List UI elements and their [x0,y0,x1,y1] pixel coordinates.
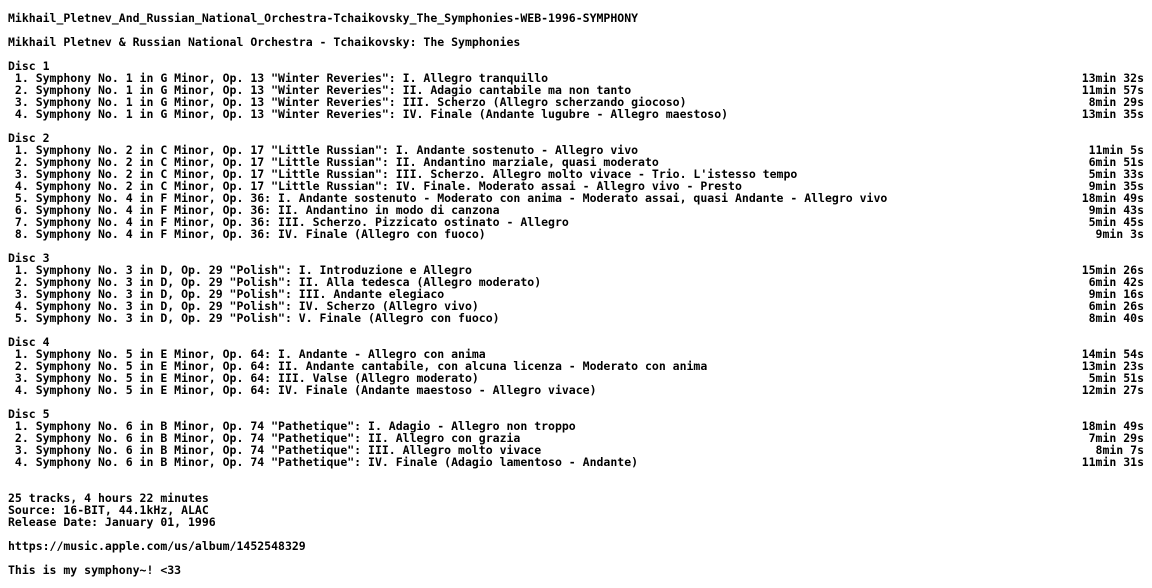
disc-label: Disc 3 [8,251,50,265]
track-duration: 11min 5s [1088,143,1144,157]
track-title: 3. Symphony No. 2 in C Minor, Op. 17 "Little Russian": III. Scherzo. Allegro molto vivace - Trio. L'istesso tempo [8,167,798,181]
disc-label: Disc 1 [8,59,50,73]
track-duration: 13min 23s [1081,359,1144,373]
track-duration: 15min 26s [1081,263,1144,277]
album-url: https://music.apple.com/us/album/1452548329 [8,539,306,553]
spacer [8,324,1144,336]
track-title: 4. Symphony No. 1 in G Minor, Op. 13 "Winter Reveries": IV. Finale (Andante lugubre - Allegro maestoso) [8,107,729,121]
track-title: 6. Symphony No. 4 in F Minor, Op. 36: II. Andantino in modo di canzona [8,203,500,217]
track-title: 4. Symphony No. 6 in B Minor, Op. 74 "Pathetique": IV. Finale (Adagio lamentoso - Andante) [8,455,639,469]
track-duration: 9min 35s [1088,179,1144,193]
track-row [8,228,1144,240]
track-title: 8. Symphony No. 4 in F Minor, Op. 36: IV. Finale (Allegro con fuoco) [8,227,486,241]
release-name: Mikhail_Pletnev_And_Russian_National_Orchestra-Tchaikovsky_The_Symphonies-WEB-1996-SYMPHONY [8,11,639,25]
track-title: 1. Symphony No. 1 in G Minor, Op. 13 "Winter Reveries": I. Allegro tranquillo [8,71,549,85]
disc-label: Disc 5 [8,407,50,421]
track-title: 5. Symphony No. 3 in D, Op. 29 "Polish": V. Finale (Allegro con fuoco) [8,311,500,325]
track-title: 1. Symphony No. 6 in B Minor, Op. 74 "Pathetique": I. Adagio - Allegro non troppo [8,419,576,433]
track-title: 4. Symphony No. 2 in C Minor, Op. 17 "Little Russian": IV. Finale. Moderato assai - Allegro vivo - Presto [8,179,742,193]
track-title: 3. Symphony No. 3 in D, Op. 29 "Polish": III. Andante elegiaco [8,287,445,301]
release-date-line: Release Date: January 01, 1996 [8,515,216,529]
disc-label: Disc 2 [8,131,50,145]
disc-list [8,60,1144,480]
track-title: 2. Symphony No. 2 in C Minor, Op. 17 "Little Russian": II. Andantino marziale, quasi moderato [8,155,659,169]
track-row [8,312,1144,324]
track-duration: 6min 51s [1088,155,1144,169]
track-title: 2. Symphony No. 3 in D, Op. 29 "Polish": II. Alla tedesca (Allegro moderato) [8,275,542,289]
track-title: 3. Symphony No. 6 in B Minor, Op. 74 "Pathetique": III. Allegro molto vivace [8,443,542,457]
track-duration: 13min 35s [1081,107,1144,121]
track-title: 1. Symphony No. 3 in D, Op. 29 "Polish": I. Introduzione e Allegro [8,263,472,277]
track-duration: 13min 32s [1081,71,1144,85]
track-duration: 7min 29s [1088,431,1144,445]
track-row [8,108,1144,120]
track-title: 2. Symphony No. 6 in B Minor, Op. 74 "Pathetique": II. Allegro con grazia [8,431,521,445]
track-duration: 8min 7s [1095,443,1144,457]
spacer [8,240,1144,252]
spacer [8,48,1144,60]
track-duration: 8min 40s [1088,311,1144,325]
track-title: 4. Symphony No. 3 in D, Op. 29 "Polish": IV. Scherzo (Allegro vivo) [8,299,479,313]
track-duration: 9min 3s [1095,227,1144,241]
track-duration: 5min 51s [1088,371,1144,385]
source-line: Source: 16-BIT, 44.1kHz, ALAC [8,503,209,517]
spacer [8,468,1144,480]
track-title: 5. Symphony No. 4 in F Minor, Op. 36: I. Andante sostenuto - Moderato con anima - Moderato assai, quasi Andante - Allegro vivo [8,191,888,205]
tagline: This is my symphony~! <33 [8,563,182,577]
track-duration: 6min 26s [1088,299,1144,313]
track-row [8,384,1144,396]
track-duration: 11min 57s [1081,83,1144,97]
spacer [8,396,1144,408]
disc-label: Disc 4 [8,335,50,349]
album-title: Mikhail Pletnev & Russian National Orchestra - Tchaikovsky: The Symphonies [8,35,521,49]
track-row [8,456,1144,468]
track-duration: 11min 31s [1081,455,1144,469]
track-duration: 18min 49s [1081,191,1144,205]
track-duration: 5min 33s [1088,167,1144,181]
track-title: 2. Symphony No. 1 in G Minor, Op. 13 "Winter Reveries": II. Adagio cantabile ma non tanto [8,83,632,97]
spacer [8,120,1144,132]
track-duration: 9min 43s [1088,203,1144,217]
summary-line: 25 tracks, 4 hours 22 minutes [8,491,209,505]
track-title: 1. Symphony No. 5 in E Minor, Op. 64: I. Andante - Allegro con anima [8,347,486,361]
track-duration: 6min 42s [1088,275,1144,289]
track-title: 4. Symphony No. 5 in E Minor, Op. 64: IV. Finale (Andante maestoso - Allegro vivace) [8,383,597,397]
track-title: 7. Symphony No. 4 in F Minor, Op. 36: III. Scherzo. Pizzicato ostinato - Allegro [8,215,569,229]
track-title: 2. Symphony No. 5 in E Minor, Op. 64: II. Andante cantabile, con alcuna licenza - Moderato con anima [8,359,708,373]
track-duration: 8min 29s [1088,95,1144,109]
track-duration: 14min 54s [1081,347,1144,361]
track-duration: 12min 27s [1081,383,1144,397]
track-title: 1. Symphony No. 2 in C Minor, Op. 17 "Little Russian": I. Andante sostenuto - Allegro vivo [8,143,639,157]
track-title: 3. Symphony No. 5 in E Minor, Op. 64: III. Valse (Allegro moderato) [8,371,479,385]
track-duration: 9min 16s [1088,287,1144,301]
track-title: 3. Symphony No. 1 in G Minor, Op. 13 "Winter Reveries": III. Scherzo (Allegro scherzando giocoso) [8,95,687,109]
track-duration: 18min 49s [1081,419,1144,433]
track-duration: 5min 45s [1088,215,1144,229]
